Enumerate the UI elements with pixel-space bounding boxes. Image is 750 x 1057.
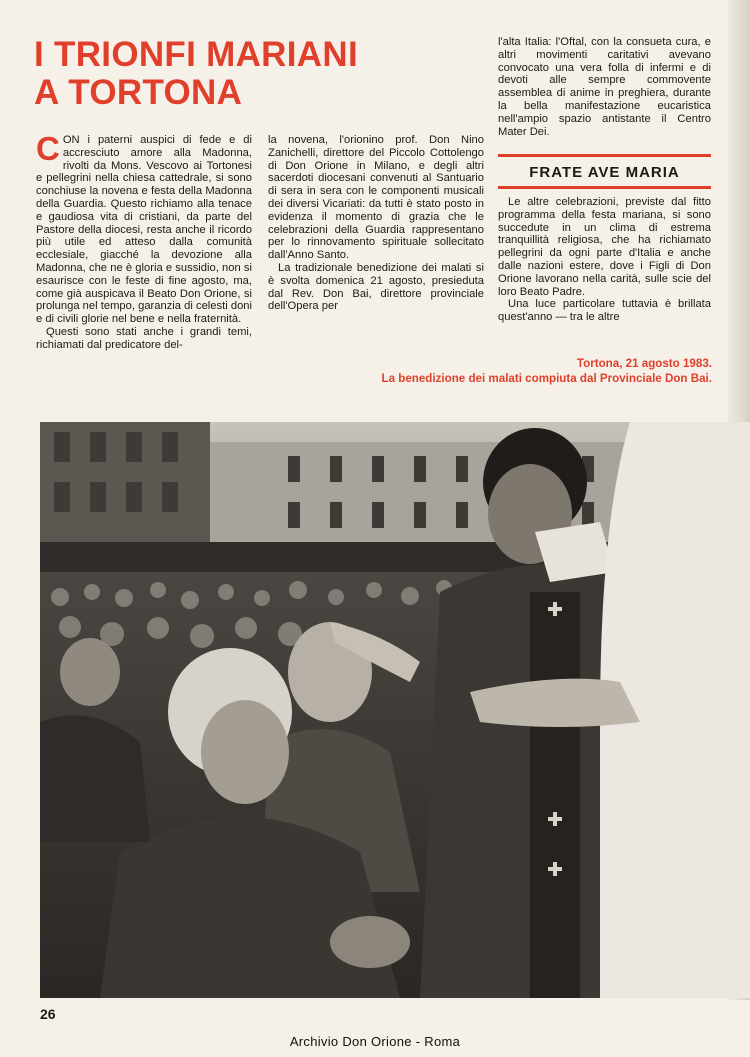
column-3-paragraph-3: Una luce particolare tuttavia è brillata quest'anno — tra le altre (498, 298, 711, 324)
column-1-paragraph-2: Questi sono stati anche i grandi temi, richiamati dal predicatore del- (36, 325, 252, 351)
photo-caption-line-1: Tortona, 21 agosto 1983. (576, 357, 712, 370)
column-2 (268, 134, 484, 313)
column-1-paragraph-1-text: ON i paterni auspici di fede e di accresciuto amore alla Madonna, rivolti da Mons. Vescovo ai Tortonesi e pellegrini nella chiesa cattedrale, si sono conchiuse la novena e festa della Madonna della Guardia. Questo richiamo alla tenace e gaudiosa vita di cristiani, da parte del Pastore della diocesi, resta anche il ricordo più utile ed atteso dalla comunità ecclesiale, giacché la devozione alla Madonna, che ne è gloria e sussidio, non si esaurisce con le feste di fine agosto, ma, come già auspicava il Beato Don Orione, si prolunga nel tempo, garanzia di celesti doni e di civili glorie nel bene e nella fraternità. (36, 134, 252, 326)
column-2-paragraph-1: la novena, l'orionino prof. Don Nino Zanichelli, direttore del Piccolo Cottolengo di Don Orione in Milano, e degli altri sacerdoti diocesani convenuti al Santuario di sera in sera con le componenti musicali dei diversi Vicariati: da tutti è stato posto in evidenza il momento di grazia che le celebrazioni della Guardia rappresentano per lo rinnovamento spirituale sollecitato dall'Anno Santo. (268, 134, 484, 262)
blessing-photo-illustration (40, 422, 750, 998)
section-rule-bottom (498, 186, 711, 189)
column-1 (36, 130, 252, 352)
column-1-paragraph-1 (36, 130, 252, 326)
drop-cap: C (36, 130, 60, 167)
page-number: 26 (40, 1006, 56, 1022)
column-3-paragraph-2: Le altre celebrazioni, previste dal fitto programma della festa mariana, si sono succedute in un clima di estrema tranquillità religiosa, che ha richiamato pellegrini da ogni parte d'Italia e anche dalle nazioni estere, dove i Figli di Don Orione lavorano nella carità, sulle scie del loro Beato Padre. (498, 196, 711, 298)
article-title-line-2: A TORTONA (34, 73, 243, 112)
photo-caption (382, 356, 713, 386)
column-3-paragraph-1: l'alta Italia: l'Oftal, con la consueta cura, e altri movimenti caritativi avevano convocato una vera folla di infermi e di devoti alle sempre commovente assemblea di anime in preghiera, durante la bella manifestazione eucaristica nell'ampio spazio antistante il Centro Mater Dei. (498, 36, 711, 138)
section-heading: FRATE AVE MARIA (529, 164, 680, 181)
column-3-bottom (498, 196, 711, 324)
section-heading-box (498, 154, 711, 189)
column-3-top (498, 36, 711, 138)
archive-footer: Archivio Don Orione - Roma (289, 1034, 461, 1049)
photo-caption-line-2: La benedizione dei malati compiuta dal Provinciale Don Bai. (381, 372, 712, 385)
article-title (34, 36, 364, 112)
column-2-paragraph-2: La tradizionale benedizione dei malati si è svolta domenica 21 agosto, presieduta dal Rev. Don Bai, direttore provinciale dell'Opera per (268, 261, 484, 313)
blessing-photo (40, 422, 750, 998)
article-title-line-1: I TRIONFI MARIANI (34, 35, 358, 74)
